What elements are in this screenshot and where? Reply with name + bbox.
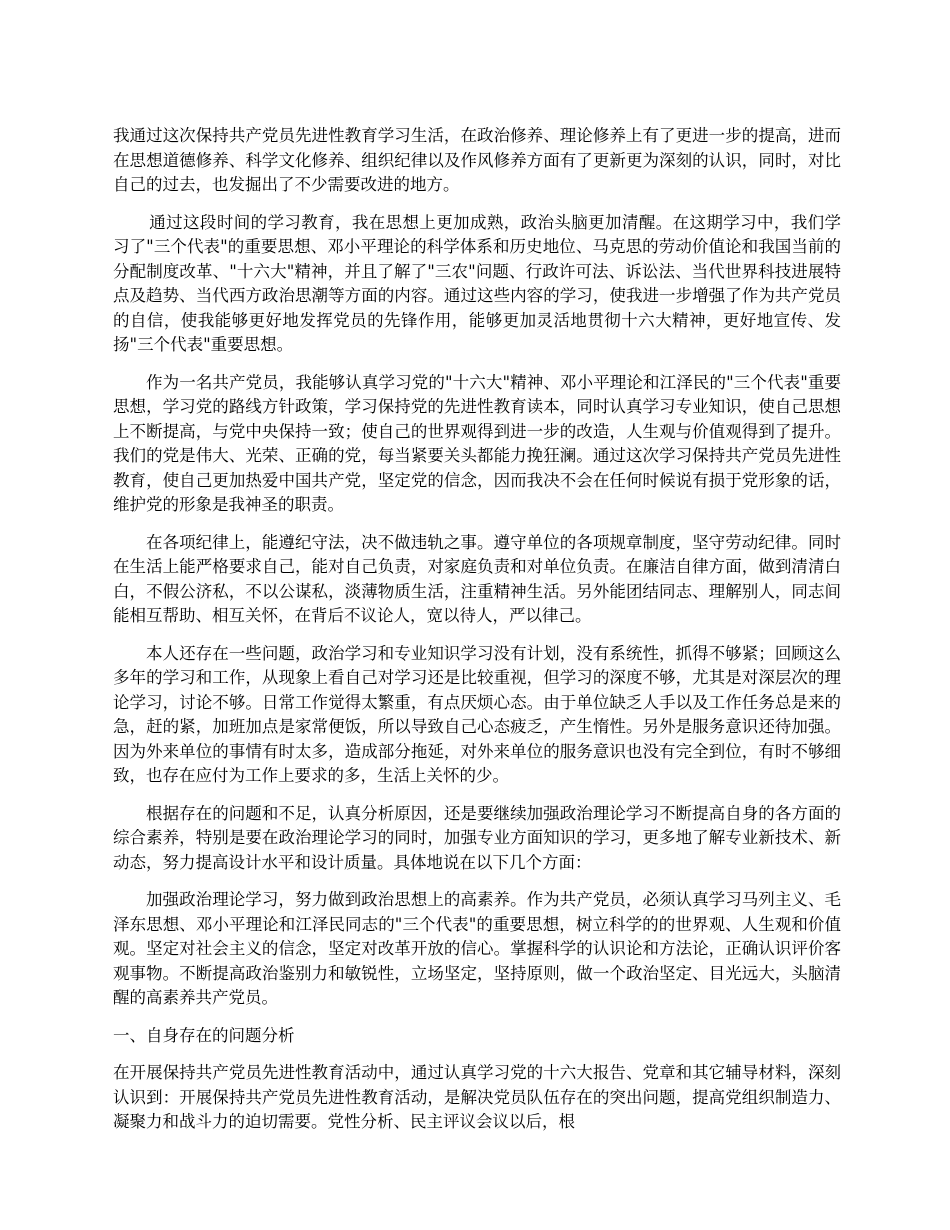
- paragraph-political-theory: 加强政治理论学习，努力做到政治思想上的高素养。作为共产党员，必须认真学习马列主义、毛泽东思想、邓小平理论和江泽民同志的"三个代表"的重要思想，树立科学的的世界观、人生观和价值观。坚定对社会主义的信念，坚定对改革开放的信心。掌握科学的认识论和方法论，正确认识评价客观事物。不断提高政治鉴别力和敏锐性，立场坚定，坚持原则，做一个政治坚定、目光远大，头脑清醒的高素养共产党员。: [113, 890, 841, 1007]
- paragraph-analysis: 在开展保持共产党员先进性教育活动中，通过认真学习党的十六大报告、党章和其它辅导材料，深刻认识到：开展保持共产党员先进性教育活动，是解决党员队伍存在的突出问题，提高党组织制造力、凝聚力和战斗力的迫切需要。党性分析、民主评议会议以后，根: [113, 1063, 841, 1131]
- section-heading: 一、自身存在的问题分析: [113, 1025, 295, 1045]
- paragraph-discipline: 在各项纪律上，能遵纪守法，决不做违轨之事。遵守单位的各项规章制度，坚守劳动纪律。同时在生活上能严格要求自己，能对自己负责，对家庭负责和对单位负责。在廉洁自律方面，做到清清白白，不假公济私，不以公谋私，淡薄物质生活，注重精神生活。另外能团结同志、理解别人，同志间能相互帮助、相互关怀，在背后不议论人，宽以待人，严以律己。: [113, 532, 841, 625]
- paragraph-causes: 根据存在的问题和不足，认真分析原因，还是要继续加强政治理论学习不断提高自身的各方面的综合素养，特别是要在政治理论学习的同时，加强专业方面知识的学习，更多地了解专业新技术、新动态，努力提高设计水平和设计质量。具体地说在以下几个方面：: [113, 803, 841, 872]
- paragraph-study-education: 通过这段时间的学习教育，我在思想上更加成熟，政治头脑更加清醒。在这期学习中，我们学习了"三个代表"的重要思想、邓小平理论的科学体系和历史地位、马克思的劳动价值论和我国当前的分配制度改革、"十六大"精神，并且了解了"三农"问题、行政许可法、诉讼法、当代世界科技进展特点及趋势、当代西方政治思潮等方面的内容。通过这些内容的学习，使我进一步增强了作为共产党员的自信，使我能够更好地发挥党员的先锋作用，能够更加灵活地贯彻十六大精神，更好地宣传、发扬"三个代表"重要思想。: [113, 212, 841, 354]
- paragraph-problems: 本人还存在一些问题，政治学习和专业知识学习没有计划，没有系统性，抓得不够紧；回顾这么多年的学习和工作，从现象上看自己对学习还是比较重视，但学习的深度不够，尤其是对深层次的理论学习，讨论不够。日常工作觉得太繁重，有点厌烦心态。由于单位缺乏人手以及工作任务总是来的急，赶的紧，加班加点是家常便饭，所以导致自己心态疲乏，产生惰性。另外是服务意识还待加强。因为外来单位的事情有时太多，造成部分拖延，对外来单位的服务意识也没有完全到位，有时不够细致，也存在应付为工作上要求的多，生活上关怀的少。: [113, 643, 841, 785]
- paragraph-intro: 我通过这次保持共产党员先进性教育学习生活，在政治修养、理论修养上有了更进一步的提高，进而在思想道德修养、科学文化修养、组织纪律以及作风修养方面有了更新更为深刻的认识，同时，对比自己的过去，也发掘出了不少需要改进的地方。: [113, 126, 841, 194]
- paragraph-party-member: 作为一名共产党员，我能够认真学习党的"十六大"精神、邓小平理论和江泽民的"三个代表"重要思想，学习党的路线方针政策，学习保持党的先进性教育读本，同时认真学习专业知识，使自己思想上不断提高，与党中央保持一致；使自己的世界观得到进一步的改造，人生观与价值观得到了提升。我们的党是伟大、光荣、正确的党，每当紧要关头都能力挽狂澜。通过这次学习保持共产党员先进性教育，使自己更加热爱中国共产党，坚定党的信念，因而我决不会在任何时候说有损于党形象的话，维护党的形象是我神圣的职责。: [113, 372, 841, 514]
- document-page: [113, 124, 841, 1148]
